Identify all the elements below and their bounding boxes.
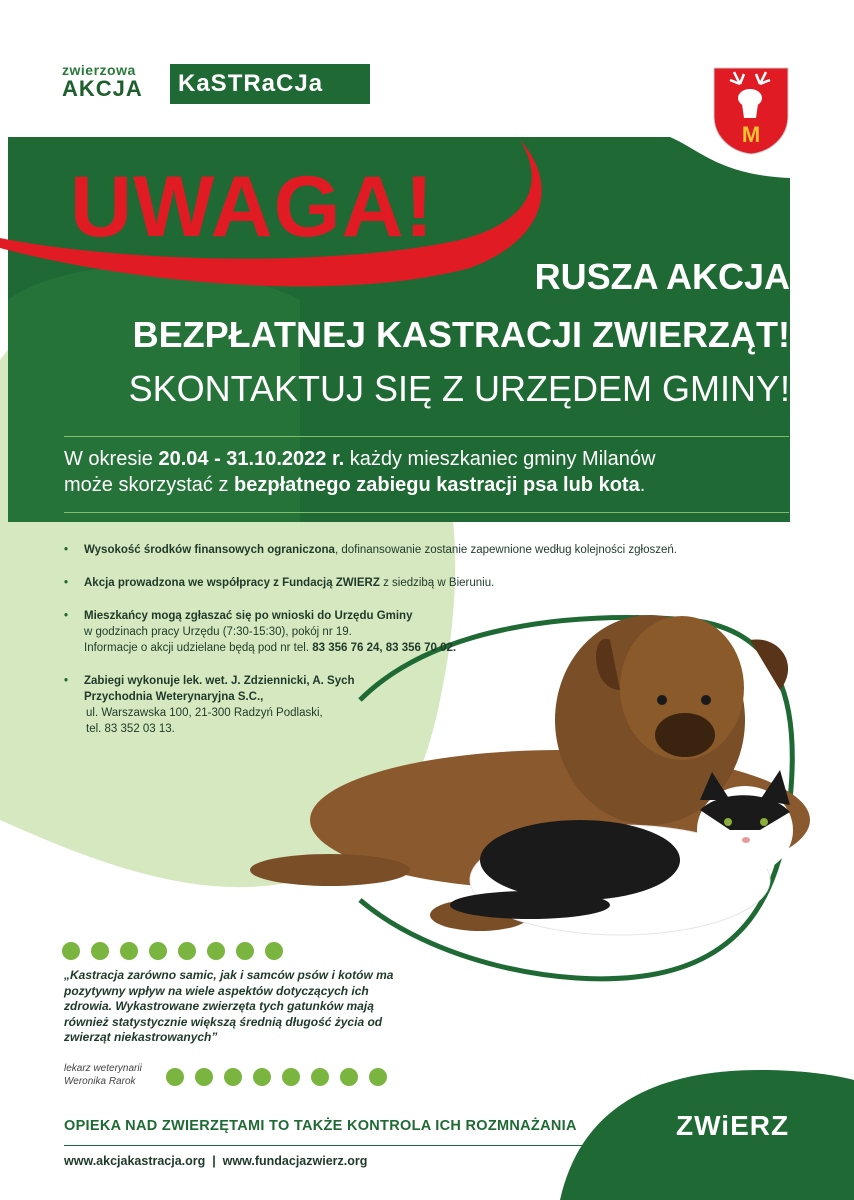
period-text-2: każdy mieszkaniec gminy Milanów <box>344 448 656 470</box>
headline-line-3: SKONTAKTUJ SIĘ Z URZĘDEM GMINY! <box>128 368 790 409</box>
bullet-4-bold-1: • Zabiegi wykonuje lek. wet. J. Zdziennicki, A. Sych <box>84 675 355 687</box>
dot <box>120 942 138 960</box>
bullet-1-rest: , dofinansowanie zostanie zapewnione według kolejności zgłoszeń. <box>334 544 677 556</box>
author-role: lekarz weterynarii <box>64 1063 142 1074</box>
author-name: Weronika Rarok <box>64 1076 136 1087</box>
dot <box>265 942 283 960</box>
headline-line-1: RUSZA AKCJA <box>534 256 790 297</box>
dot <box>369 1068 387 1086</box>
bullet-3-line-2: w godzinach pracy Urzędu (7:30-15:30), pokój nr 19. <box>84 626 352 638</box>
bullet-1-bold: Wysokość środków finansowych ograniczona <box>84 544 335 556</box>
dot <box>224 1068 242 1086</box>
bullet-3-bold: • Mieszkańcy mogą zgłaszać się po wnioski do Urzędu Gminy <box>84 610 413 622</box>
period-text-1: W okresie <box>64 448 159 470</box>
logo-small-text: zwierzowa <box>62 62 136 78</box>
period-paragraph <box>64 446 789 498</box>
dot <box>166 1068 184 1086</box>
divider-top <box>64 436 789 437</box>
bullet-item <box>64 542 784 558</box>
dot <box>149 942 167 960</box>
headline-line-2: BEZPŁATNEJ KASTRACJI ZWIERZĄT! <box>132 314 790 355</box>
bullet-3-phones: 83 356 76 24, 83 356 70 02. <box>312 642 457 654</box>
footer-links[interactable]: www.akcjakastracja.org | www.fundacjazwierz.org <box>64 1154 368 1168</box>
period-text-4: . <box>639 474 646 496</box>
period-text-3: może skorzystać z <box>64 474 235 496</box>
period-bold: bezpłatnego zabiegu kastracji psa lub kota <box>234 474 640 496</box>
uwaga-headline: UWAGA! <box>70 159 435 255</box>
divider-bottom <box>64 512 789 513</box>
dot <box>282 1068 300 1086</box>
footer-divider <box>64 1145 789 1146</box>
bullet-item <box>64 575 784 591</box>
bullet-2-bold: Akcja prowadzona we współpracy z Fundacją ZWIERZ <box>84 577 380 589</box>
bullet-4-line-3: ul. Warszawska 100, 21-300 Radzyń Podlaski, <box>86 707 323 719</box>
period-dates: 20.04 - 31.10.2022 r. <box>158 448 345 470</box>
dot <box>236 942 254 960</box>
bullet-3-line-3: Informacje o akcji udzielane będą pod nr tel. <box>84 642 313 654</box>
dot <box>253 1068 271 1086</box>
dot <box>62 942 80 960</box>
quote-author <box>64 1062 142 1088</box>
dots-row-bottom <box>166 1068 387 1086</box>
logo-akcja-text: AKCJA <box>62 76 143 101</box>
vet-quote: „Kastracja zarówno samic, jak i samców psów i kotów ma pozytywny wpływ na wiele aspektów dotyczących ich zdrowia. Wykastrowane zwierzęta tych gatunków mają również statystycznie większą średnią długość życia od zwierząt niekastrowanych” <box>64 968 394 1044</box>
logo-kastracja-box: KaSTRaCJa <box>170 64 370 104</box>
bullet-item <box>64 608 784 656</box>
info-bullets <box>64 542 784 751</box>
footer-slogan: OPIEKA NAD ZWIERZĘTAMI TO TAKŻE KONTROLA ICH ROZMNAŻANIA <box>64 1118 577 1134</box>
dot <box>195 1068 213 1086</box>
dot <box>340 1068 358 1086</box>
dot <box>207 942 225 960</box>
coat-of-arms-icon <box>712 66 790 156</box>
bullet-4-line-4: tel. 83 352 03 13. <box>86 723 175 735</box>
svg-text:M: M <box>741 122 761 147</box>
dots-row-top <box>62 942 283 960</box>
zwierz-logo: ZWiERZ <box>676 1110 790 1141</box>
bullet-2-rest: z siedzibą w Bieruniu. <box>379 577 495 589</box>
dot <box>91 942 109 960</box>
bullet-item <box>64 673 784 737</box>
dot <box>178 942 196 960</box>
dot <box>311 1068 329 1086</box>
bullet-4-bold-2: Przychodnia Weterynaryjna S.C., <box>84 691 264 703</box>
